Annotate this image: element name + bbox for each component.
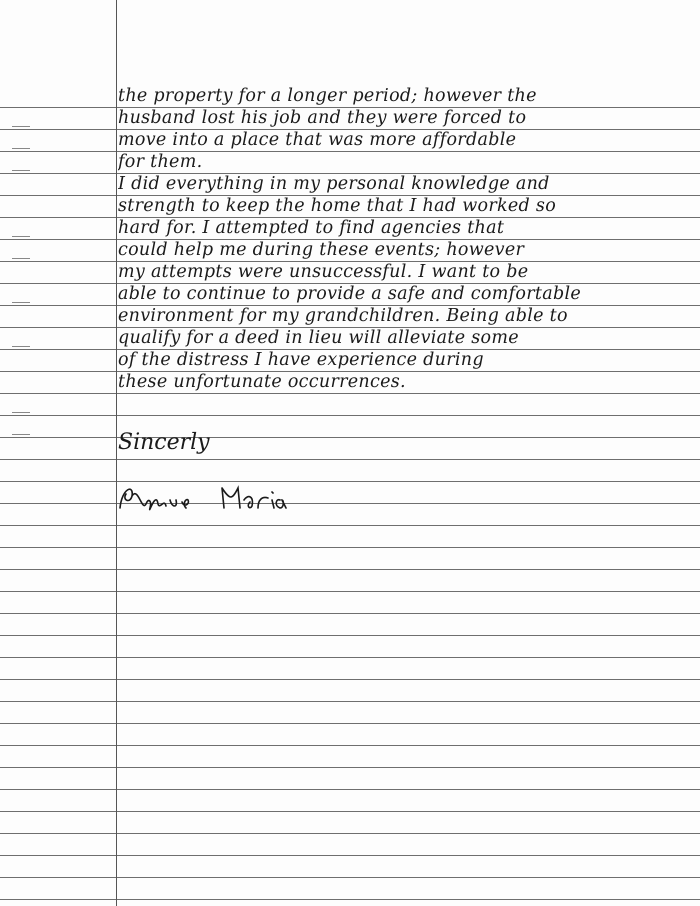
body-line: strength to keep the home that I had worked so	[118, 196, 557, 216]
ruled-line	[0, 591, 700, 592]
ruled-line	[0, 393, 700, 394]
body-line: these unfortunate occurrences.	[118, 372, 406, 392]
ruled-line	[0, 459, 700, 460]
body-line: my attempts were unsuccessful. I want to be	[118, 262, 529, 282]
closing-salutation: Sincerly	[118, 430, 210, 455]
ruled-line	[0, 525, 700, 526]
ruled-line	[0, 679, 700, 680]
ruled-line	[0, 481, 700, 482]
margin-tick-mark	[12, 412, 30, 413]
ruled-line	[0, 613, 700, 614]
ruled-line	[0, 855, 700, 856]
ruled-line	[0, 415, 700, 416]
margin-tick-mark	[12, 170, 30, 171]
body-line: I did everything in my personal knowledge and	[118, 174, 550, 194]
body-line: husband lost his job and they were forced to	[118, 108, 527, 128]
margin-tick-mark	[12, 434, 30, 435]
ruled-line	[0, 569, 700, 570]
ruled-line	[0, 547, 700, 548]
body-line: the property for a longer period; however the	[118, 86, 537, 106]
ruled-line	[0, 657, 700, 658]
margin-tick-mark	[12, 302, 30, 303]
ruled-line	[0, 503, 700, 504]
body-line: hard for. I attempted to find agencies that	[118, 218, 505, 238]
body-line: environment for my grandchildren. Being able to	[118, 306, 568, 326]
ruled-line	[0, 877, 700, 878]
ruled-line	[0, 723, 700, 724]
ruled-line	[0, 833, 700, 834]
margin-tick-mark	[12, 236, 30, 237]
body-line: qualify for a deed in lieu will alleviate some	[118, 328, 519, 348]
margin-line	[116, 0, 117, 906]
margin-tick-mark	[12, 148, 30, 149]
ruled-line	[0, 701, 700, 702]
margin-tick-mark	[12, 126, 30, 127]
body-line: of the distress I have experience during	[118, 350, 484, 370]
body-line: for them.	[118, 152, 203, 172]
ruled-line	[0, 789, 700, 790]
body-line: move into a place that was more affordable	[118, 130, 517, 150]
ruled-line	[0, 635, 700, 636]
margin-tick-mark	[12, 346, 30, 347]
ruled-line	[0, 745, 700, 746]
ruled-line	[0, 899, 700, 900]
ruled-line	[0, 767, 700, 768]
margin-tick-mark	[12, 258, 30, 259]
signature	[112, 478, 312, 518]
ruled-line	[0, 437, 700, 438]
body-line: able to continue to provide a safe and comfortable	[118, 284, 582, 304]
ruled-line	[0, 811, 700, 812]
body-line: could help me during these events; however	[118, 240, 525, 260]
